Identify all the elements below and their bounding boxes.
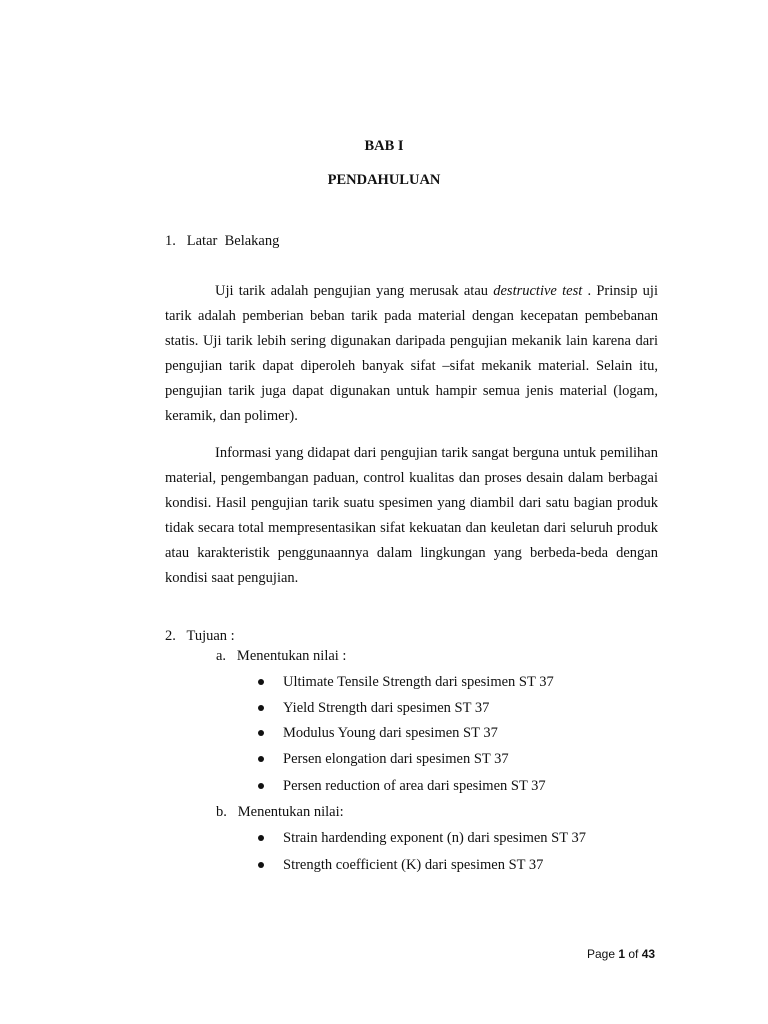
section-heading-latar-belakang: 1. Latar Belakang bbox=[165, 233, 280, 249]
list-item bbox=[258, 674, 554, 691]
list-item bbox=[258, 830, 586, 847]
list-item bbox=[258, 751, 509, 768]
bullet-icon bbox=[258, 679, 264, 685]
page-footer bbox=[587, 947, 655, 961]
list-item bbox=[258, 725, 498, 742]
list-item bbox=[258, 700, 489, 717]
footer-total-pages: 43 bbox=[641, 947, 656, 961]
list-item-text: Strength coefficient (K) dari spesimen ST 37 bbox=[283, 857, 544, 873]
bullet-icon bbox=[258, 705, 264, 711]
chapter-label: BAB I bbox=[364, 138, 404, 154]
list-item-text: Strain hardending exponent (n) dari spesimen ST 37 bbox=[283, 830, 586, 846]
italic-term: destructive test bbox=[493, 283, 583, 299]
bullet-icon bbox=[258, 862, 264, 868]
footer-page-word: Page bbox=[587, 947, 619, 961]
list-item bbox=[258, 778, 546, 795]
sub-heading-a: a. Menentukan nilai : bbox=[216, 648, 347, 664]
bullet-icon bbox=[258, 756, 264, 762]
list-item-text: Persen elongation dari spesimen ST 37 bbox=[283, 751, 509, 767]
list-item-text: Modulus Young dari spesimen ST 37 bbox=[283, 725, 498, 741]
list-item-text: Yield Strength dari spesimen ST 37 bbox=[283, 700, 490, 716]
paragraph-uji-tarik bbox=[165, 279, 658, 429]
chapter-title: PENDAHULUAN bbox=[327, 172, 441, 188]
bullet-icon bbox=[258, 783, 264, 789]
footer-page-number: 1 bbox=[618, 947, 626, 961]
footer-of-word: of bbox=[625, 947, 642, 961]
bullet-icon bbox=[258, 835, 264, 841]
paragraph-informasi bbox=[165, 441, 658, 591]
list-item-text: Persen reduction of area dari spesimen ST 37 bbox=[283, 778, 546, 794]
list-item-text: Ultimate Tensile Strength dari spesimen ST 37 bbox=[283, 674, 554, 690]
bullet-icon bbox=[258, 730, 264, 736]
paragraph-text: Informasi yang didapat dari pengujian tarik sangat berguna untuk pemilihan material, pengembangan paduan, control kualitas dan proses desain dalam berbagai kondisi. Hasil pengujian tarik suatu spesimen yang diambil dari satu bagian produk tidak secara total mempresentasikan sifat kekuatan dan keuletan dari seluruh produk atau karakteristik penggunaannya dalam lingkungan yang berbeda-beda dengan kondisi saat pengujian. bbox=[165, 445, 658, 586]
list-item bbox=[258, 857, 543, 874]
sub-heading-b: b. Menentukan nilai: bbox=[216, 804, 344, 820]
paragraph-text-end: . Prinsip uji tarik adalah pemberian beban tarik pada material dengan kecepatan pembebanan statis. Uji tarik lebih sering digunakan daripada pengujian mekanik lain karena dari pengujian tarik dapat diperoleh banyak sifat –sifat mekanik material. Selain itu, pengujian tarik juga dapat digunakan untuk hampir semua jenis material (logam, keramik, dan polimer). bbox=[165, 283, 658, 424]
paragraph-text-start: Uji tarik adalah pengujian yang merusak atau bbox=[215, 283, 494, 299]
section-heading-tujuan: 2. Tujuan : bbox=[165, 628, 235, 644]
